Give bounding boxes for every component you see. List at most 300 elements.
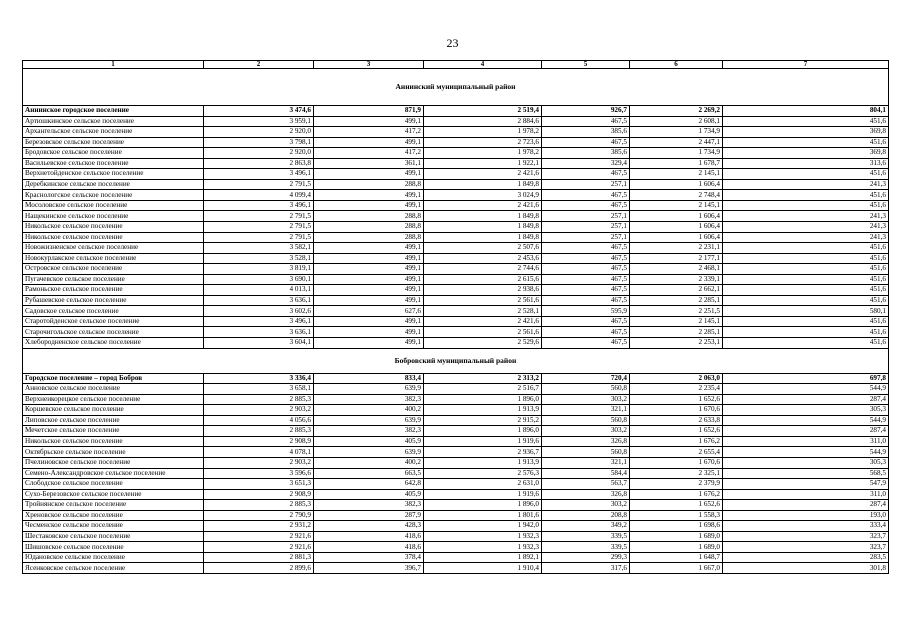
value-cell: 1 676,2 <box>630 436 723 447</box>
table-row <box>23 243 889 254</box>
value-cell: 2 529,6 <box>424 338 542 349</box>
value-cell: 2 421,6 <box>424 169 542 180</box>
value-cell: 499,1 <box>314 200 424 211</box>
value-cell: 467,5 <box>542 295 630 306</box>
value-cell: 499,1 <box>314 116 424 127</box>
value-cell: 400,2 <box>314 405 424 416</box>
value-cell: 2 561,6 <box>424 295 542 306</box>
value-cell: 639,9 <box>314 415 424 426</box>
value-cell: 1 689,0 <box>630 531 723 542</box>
settlement-name-cell: Городское поселение – город Бобров <box>23 373 204 384</box>
value-cell: 1 606,4 <box>630 211 723 222</box>
value-cell: 2 421,6 <box>424 200 542 211</box>
settlement-name-cell: Аннинское городское поселение <box>23 106 204 117</box>
value-cell: 288,8 <box>314 179 424 190</box>
value-cell: 1 913,9 <box>424 457 542 468</box>
table-row <box>23 295 889 306</box>
value-cell: 2 903,2 <box>204 457 314 468</box>
section-title: Аннинский муниципальный район <box>23 69 889 106</box>
value-cell: 288,8 <box>314 211 424 222</box>
value-cell: 2 285,1 <box>630 295 723 306</box>
value-cell: 3 336,4 <box>204 373 314 384</box>
value-cell: 639,9 <box>314 384 424 395</box>
table-row <box>23 158 889 169</box>
value-cell: 3 496,1 <box>204 169 314 180</box>
value-cell: 301,8 <box>723 563 889 574</box>
settlement-name-cell: Васильевское сельское поселение <box>23 158 204 169</box>
settlement-name-cell: Рамоньское сельское поселение <box>23 285 204 296</box>
value-cell: 1 849,8 <box>424 211 542 222</box>
value-cell: 305,3 <box>723 405 889 416</box>
value-cell: 2 251,5 <box>630 306 723 317</box>
table-row <box>23 253 889 264</box>
value-cell: 1 648,7 <box>630 552 723 563</box>
value-cell: 2 253,1 <box>630 338 723 349</box>
value-cell: 317,6 <box>542 563 630 574</box>
value-cell: 467,5 <box>542 243 630 254</box>
settlement-name-cell: Шестаковское сельское поселение <box>23 531 204 542</box>
settlement-name-cell: Бродовское сельское поселение <box>23 148 204 159</box>
table-row <box>23 274 889 285</box>
value-cell: 1 652,6 <box>630 394 723 405</box>
value-cell: 1 978,2 <box>424 148 542 159</box>
value-cell: 1 932,3 <box>424 531 542 542</box>
value-cell: 1 670,6 <box>630 457 723 468</box>
value-cell: 2 561,6 <box>424 327 542 338</box>
value-cell: 467,5 <box>542 316 630 327</box>
table-row <box>23 426 889 437</box>
value-cell: 4 078,1 <box>204 447 314 458</box>
value-cell: 2 516,7 <box>424 384 542 395</box>
value-cell: 2 145,1 <box>630 169 723 180</box>
value-cell: 339,5 <box>542 531 630 542</box>
table-row <box>23 264 889 275</box>
table-row <box>23 327 889 338</box>
value-cell: 3 658,1 <box>204 384 314 395</box>
value-cell: 2 920,0 <box>204 127 314 138</box>
column-header-4: 4 <box>424 61 542 69</box>
table-row <box>23 510 889 521</box>
settlement-name-cell: Ясенковское сельское поселение <box>23 563 204 574</box>
table-row <box>23 552 889 563</box>
settlement-name-cell: Шишовское сельское поселение <box>23 542 204 553</box>
value-cell: 467,5 <box>542 137 630 148</box>
value-cell: 193,0 <box>723 510 889 521</box>
settlement-name-cell: Никольское сельское поселение <box>23 222 204 233</box>
value-cell: 2 885,3 <box>204 500 314 511</box>
table-row <box>23 137 889 148</box>
value-cell: 2 748,4 <box>630 190 723 201</box>
table-row <box>23 457 889 468</box>
table-row <box>23 521 889 532</box>
table-row <box>23 116 889 127</box>
value-cell: 1 606,4 <box>630 179 723 190</box>
settlement-name-cell: Пчелиновское сельское поселение <box>23 457 204 468</box>
value-cell: 467,5 <box>542 116 630 127</box>
value-cell: 2 938,6 <box>424 285 542 296</box>
value-cell: 563,7 <box>542 479 630 490</box>
value-cell: 339,5 <box>542 542 630 553</box>
value-cell: 2 903,2 <box>204 405 314 416</box>
value-cell: 2 269,2 <box>630 106 723 117</box>
value-cell: 1 698,6 <box>630 521 723 532</box>
value-cell: 326,8 <box>542 489 630 500</box>
value-cell: 323,7 <box>723 542 889 553</box>
value-cell: 2 899,6 <box>204 563 314 574</box>
value-cell: 499,1 <box>314 190 424 201</box>
value-cell: 499,1 <box>314 169 424 180</box>
value-cell: 1 652,6 <box>630 500 723 511</box>
value-cell: 400,2 <box>314 457 424 468</box>
value-cell: 287,4 <box>723 426 889 437</box>
value-cell: 451,6 <box>723 295 889 306</box>
value-cell: 499,1 <box>314 264 424 275</box>
value-cell: 499,1 <box>314 316 424 327</box>
value-cell: 321,1 <box>542 457 630 468</box>
value-cell: 499,1 <box>314 243 424 254</box>
settlement-name-cell: Анновское сельское поселение <box>23 384 204 395</box>
table-row <box>23 531 889 542</box>
value-cell: 305,3 <box>723 457 889 468</box>
value-cell: 418,6 <box>314 531 424 542</box>
table-row <box>23 542 889 553</box>
table-row <box>23 316 889 327</box>
value-cell: 417,2 <box>314 148 424 159</box>
value-cell: 3 690,1 <box>204 274 314 285</box>
value-cell: 2 528,1 <box>424 306 542 317</box>
value-cell: 2 235,4 <box>630 384 723 395</box>
value-cell: 467,5 <box>542 253 630 264</box>
value-cell: 451,6 <box>723 253 889 264</box>
value-cell: 451,6 <box>723 116 889 127</box>
value-cell: 2 885,3 <box>204 426 314 437</box>
value-cell: 1 932,3 <box>424 542 542 553</box>
value-cell: 4 056,6 <box>204 415 314 426</box>
value-cell: 451,6 <box>723 190 889 201</box>
value-cell: 2 145,1 <box>630 200 723 211</box>
value-cell: 2 744,6 <box>424 264 542 275</box>
value-cell: 241,3 <box>723 232 889 243</box>
value-cell: 385,6 <box>542 148 630 159</box>
settlement-name-cell: Артюшкинское сельское поселение <box>23 116 204 127</box>
column-header-3: 3 <box>314 61 424 69</box>
value-cell: 3 582,1 <box>204 243 314 254</box>
value-cell: 2 063,0 <box>630 373 723 384</box>
value-cell: 382,3 <box>314 426 424 437</box>
value-cell: 321,1 <box>542 405 630 416</box>
value-cell: 2 285,1 <box>630 327 723 338</box>
value-cell: 241,3 <box>723 222 889 233</box>
settlement-name-cell: Рубашевское сельское поселение <box>23 295 204 306</box>
value-cell: 451,6 <box>723 285 889 296</box>
value-cell: 3 604,1 <box>204 338 314 349</box>
value-cell: 568,5 <box>723 468 889 479</box>
table-row <box>23 468 889 479</box>
value-cell: 3 496,1 <box>204 200 314 211</box>
value-cell: 663,5 <box>314 468 424 479</box>
value-cell: 303,2 <box>542 426 630 437</box>
value-cell: 3 651,3 <box>204 479 314 490</box>
value-cell: 1 801,6 <box>424 510 542 521</box>
value-cell: 2 468,1 <box>630 264 723 275</box>
column-header-6: 6 <box>630 61 723 69</box>
value-cell: 1 849,8 <box>424 179 542 190</box>
value-cell: 1 896,0 <box>424 500 542 511</box>
value-cell: 4 099,4 <box>204 190 314 201</box>
value-cell: 311,0 <box>723 489 889 500</box>
settlement-name-cell: Старочигольское сельское поселение <box>23 327 204 338</box>
value-cell: 257,1 <box>542 222 630 233</box>
settlement-name-cell: Мосоловское сельское поселение <box>23 200 204 211</box>
value-cell: 1 558,3 <box>630 510 723 521</box>
value-cell: 1 892,1 <box>424 552 542 563</box>
table-row <box>23 489 889 500</box>
value-cell: 257,1 <box>542 179 630 190</box>
value-cell: 2 881,3 <box>204 552 314 563</box>
table-row <box>23 127 889 138</box>
value-cell: 2 325,1 <box>630 468 723 479</box>
table-row <box>23 190 889 201</box>
settlement-name-cell: Чесменское сельское поселение <box>23 521 204 532</box>
value-cell: 2 791,5 <box>204 232 314 243</box>
settlement-name-cell: Верхнетойденское сельское поселение <box>23 169 204 180</box>
value-cell: 642,8 <box>314 479 424 490</box>
value-cell: 287,4 <box>723 500 889 511</box>
value-cell: 2 231,1 <box>630 243 723 254</box>
settlement-name-cell: Липовское сельское поселение <box>23 415 204 426</box>
value-cell: 2 379,9 <box>630 479 723 490</box>
value-cell: 303,2 <box>542 394 630 405</box>
value-cell: 257,1 <box>542 211 630 222</box>
value-cell: 1 913,9 <box>424 405 542 416</box>
value-cell: 2 453,6 <box>424 253 542 264</box>
value-cell: 241,3 <box>723 179 889 190</box>
value-cell: 1 849,8 <box>424 222 542 233</box>
value-cell: 584,4 <box>542 468 630 479</box>
value-cell: 2 915,2 <box>424 415 542 426</box>
value-cell: 417,2 <box>314 127 424 138</box>
value-cell: 833,4 <box>314 373 424 384</box>
value-cell: 467,5 <box>542 285 630 296</box>
value-cell: 382,3 <box>314 500 424 511</box>
value-cell: 499,1 <box>314 274 424 285</box>
value-cell: 2 908,9 <box>204 489 314 500</box>
value-cell: 303,2 <box>542 500 630 511</box>
value-cell: 2 791,5 <box>204 222 314 233</box>
table-row <box>23 373 889 384</box>
value-cell: 467,5 <box>542 338 630 349</box>
value-cell: 499,1 <box>314 253 424 264</box>
value-cell: 595,9 <box>542 306 630 317</box>
value-cell: 544,9 <box>723 384 889 395</box>
value-cell: 467,5 <box>542 327 630 338</box>
value-cell: 467,5 <box>542 200 630 211</box>
settlement-name-cell: Краснологское сельское поселение <box>23 190 204 201</box>
value-cell: 560,8 <box>542 447 630 458</box>
value-cell: 405,9 <box>314 489 424 500</box>
value-cell: 1 606,4 <box>630 222 723 233</box>
table-row <box>23 338 889 349</box>
settlement-name-cell: Садовское сельское поселение <box>23 306 204 317</box>
value-cell: 428,3 <box>314 521 424 532</box>
value-cell: 544,9 <box>723 415 889 426</box>
settlement-name-cell: Никольское сельское поселение <box>23 232 204 243</box>
value-cell: 2 931,2 <box>204 521 314 532</box>
value-cell: 1 978,2 <box>424 127 542 138</box>
value-cell: 2 631,0 <box>424 479 542 490</box>
value-cell: 405,9 <box>314 436 424 447</box>
value-cell: 257,1 <box>542 232 630 243</box>
page-number: 23 <box>446 36 459 50</box>
table-row <box>23 169 889 180</box>
settlement-name-cell: Семено-Александровское сельское поселение <box>23 468 204 479</box>
value-cell: 378,4 <box>314 552 424 563</box>
value-cell: 311,0 <box>723 436 889 447</box>
table-row <box>23 479 889 490</box>
value-cell: 2 884,6 <box>424 116 542 127</box>
value-cell: 1 734,9 <box>630 127 723 138</box>
table-row <box>23 436 889 447</box>
value-cell: 208,8 <box>542 510 630 521</box>
value-cell: 2 920,0 <box>204 148 314 159</box>
value-cell: 313,6 <box>723 158 889 169</box>
table-row <box>23 211 889 222</box>
value-cell: 385,6 <box>542 127 630 138</box>
value-cell: 349,2 <box>542 521 630 532</box>
value-cell: 3 636,1 <box>204 327 314 338</box>
value-cell: 3 798,1 <box>204 137 314 148</box>
value-cell: 2 885,3 <box>204 394 314 405</box>
table-row <box>23 394 889 405</box>
table-row <box>23 384 889 395</box>
value-cell: 2 921,6 <box>204 542 314 553</box>
settlement-name-cell: Юдановское сельское поселение <box>23 552 204 563</box>
value-cell: 1 922,1 <box>424 158 542 169</box>
value-cell: 499,1 <box>314 338 424 349</box>
value-cell: 499,1 <box>314 295 424 306</box>
value-cell: 2 863,8 <box>204 158 314 169</box>
settlement-name-cell: Старотойденское сельское поселение <box>23 316 204 327</box>
value-cell: 451,6 <box>723 243 889 254</box>
value-cell: 2 421,6 <box>424 316 542 327</box>
value-cell: 2 662,1 <box>630 285 723 296</box>
value-cell: 1 919,6 <box>424 489 542 500</box>
value-cell: 1 670,6 <box>630 405 723 416</box>
value-cell: 382,3 <box>314 394 424 405</box>
value-cell: 499,1 <box>314 327 424 338</box>
value-cell: 361,1 <box>314 158 424 169</box>
value-cell: 369,8 <box>723 148 889 159</box>
value-cell: 2 791,5 <box>204 211 314 222</box>
settlement-name-cell: Никольское сельское поселение <box>23 436 204 447</box>
value-cell: 2 507,6 <box>424 243 542 254</box>
value-cell: 451,6 <box>723 264 889 275</box>
value-cell: 288,8 <box>314 222 424 233</box>
value-cell: 3 474,6 <box>204 106 314 117</box>
settlement-name-cell: Сухо-Березовское сельское поселение <box>23 489 204 500</box>
value-cell: 2 576,3 <box>424 468 542 479</box>
table-row <box>23 222 889 233</box>
value-cell: 1 689,0 <box>630 542 723 553</box>
value-cell: 396,7 <box>314 563 424 574</box>
value-cell: 329,4 <box>542 158 630 169</box>
value-cell: 2 723,6 <box>424 137 542 148</box>
table-row <box>23 285 889 296</box>
table-row <box>23 179 889 190</box>
settlement-name-cell: Новокурлакское сельское поселение <box>23 253 204 264</box>
value-cell: 418,6 <box>314 542 424 553</box>
value-cell: 3 819,1 <box>204 264 314 275</box>
value-cell: 1 896,0 <box>424 394 542 405</box>
value-cell: 3 602,6 <box>204 306 314 317</box>
value-cell: 283,5 <box>723 552 889 563</box>
value-cell: 639,9 <box>314 447 424 458</box>
value-cell: 547,9 <box>723 479 889 490</box>
settlement-name-cell: Верхнеикорецкое сельское поселение <box>23 394 204 405</box>
value-cell: 2 519,4 <box>424 106 542 117</box>
value-cell: 451,6 <box>723 274 889 285</box>
settlement-name-cell: Новожизненское сельское поселение <box>23 243 204 254</box>
value-cell: 2 633,8 <box>630 415 723 426</box>
value-cell: 560,8 <box>542 415 630 426</box>
value-cell: 451,6 <box>723 327 889 338</box>
section-title: Бобровский муниципальный район <box>23 348 889 373</box>
settlement-name-cell: Деребкинское сельское поселение <box>23 179 204 190</box>
settlement-name-cell: Хлебородненское сельское поселение <box>23 338 204 349</box>
value-cell: 3 636,1 <box>204 295 314 306</box>
value-cell: 1 734,9 <box>630 148 723 159</box>
value-cell: 451,6 <box>723 169 889 180</box>
settlement-name-cell: Октябрьское сельское поселение <box>23 447 204 458</box>
column-number-row <box>23 61 889 69</box>
settlement-name-cell: Мечетское сельское поселение <box>23 426 204 437</box>
section-header-row <box>23 69 889 106</box>
value-cell: 2 447,1 <box>630 137 723 148</box>
table-body <box>23 69 889 574</box>
value-cell: 299,3 <box>542 552 630 563</box>
value-cell: 2 339,1 <box>630 274 723 285</box>
value-cell: 467,5 <box>542 274 630 285</box>
column-header-5: 5 <box>542 61 630 69</box>
value-cell: 451,6 <box>723 316 889 327</box>
settlement-name-cell: Архангельское сельское поселение <box>23 127 204 138</box>
value-cell: 451,6 <box>723 137 889 148</box>
value-cell: 288,8 <box>314 232 424 243</box>
value-cell: 2 615,6 <box>424 274 542 285</box>
budget-table <box>22 60 889 574</box>
value-cell: 323,7 <box>723 531 889 542</box>
value-cell: 451,6 <box>723 200 889 211</box>
table-row <box>23 232 889 243</box>
value-cell: 369,8 <box>723 127 889 138</box>
value-cell: 2 921,6 <box>204 531 314 542</box>
settlement-name-cell: Островское сельское поселение <box>23 264 204 275</box>
value-cell: 1 910,4 <box>424 563 542 574</box>
value-cell: 3 528,1 <box>204 253 314 264</box>
value-cell: 3 596,6 <box>204 468 314 479</box>
section-header-row <box>23 348 889 373</box>
value-cell: 2 936,7 <box>424 447 542 458</box>
value-cell: 2 313,2 <box>424 373 542 384</box>
value-cell: 544,9 <box>723 447 889 458</box>
value-cell: 720,4 <box>542 373 630 384</box>
value-cell: 1 896,0 <box>424 426 542 437</box>
value-cell: 1 919,6 <box>424 436 542 447</box>
value-cell: 467,5 <box>542 169 630 180</box>
settlement-name-cell: Пугачевское сельское поселение <box>23 274 204 285</box>
value-cell: 560,8 <box>542 384 630 395</box>
value-cell: 2 608,1 <box>630 116 723 127</box>
